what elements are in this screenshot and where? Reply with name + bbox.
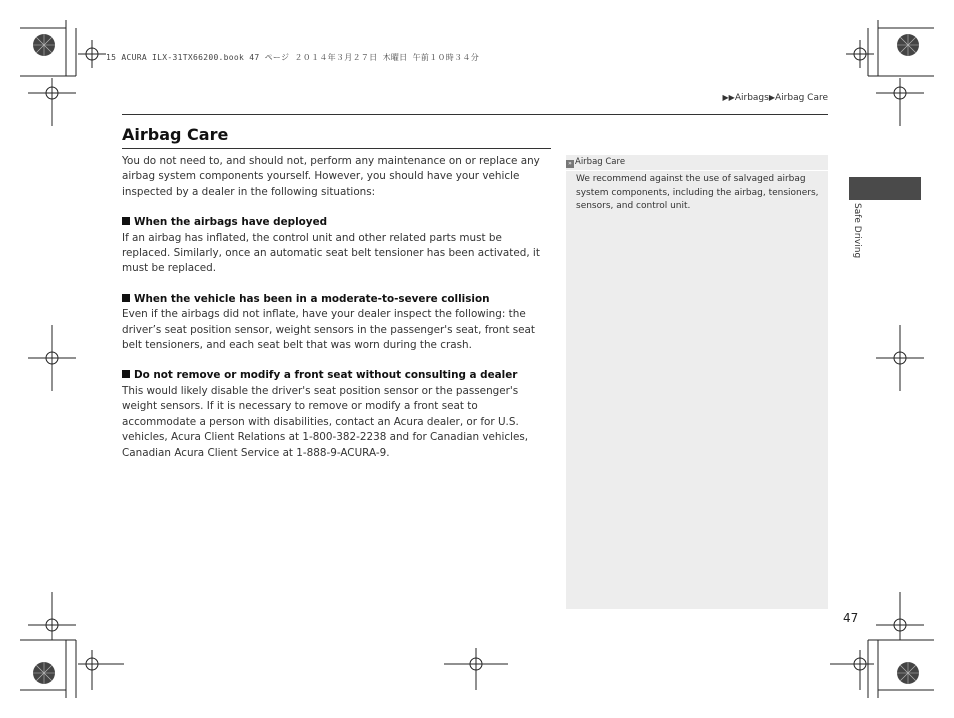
page-number: 47 xyxy=(843,611,859,625)
title-underline xyxy=(122,148,551,149)
section-label: Safe Driving xyxy=(852,203,862,259)
main-content xyxy=(122,154,552,461)
section-body: If an airbag has inflated, the control unit and other related parts must be replaced. Similarly, once an automatic seat belt tensioner has been activated, it must be replaced. xyxy=(122,231,540,275)
section-tab xyxy=(849,177,921,200)
sidebar-divider xyxy=(566,170,828,171)
breadcrumb-arrow-icon: ▶▶ xyxy=(722,93,735,102)
breadcrumb-arrow-icon: ▶ xyxy=(768,93,775,102)
breadcrumb-item[interactable]: Airbag Care xyxy=(775,93,828,103)
sidebar-note-title: » Airbag Care xyxy=(566,155,828,170)
section-body: This would likely disable the driver's seat position sensor or the passenger's weight sensors. If it is necessary to remove or modify a front seat to accommodate a person with disabilities, contact an Acura dealer, or for U.S. vehicles, Acura Client Relations at 1-800-382-2238 and for Canadian vehicles, Canadian Acura Client Service at 1-888-9-ACURA-9. xyxy=(122,384,529,459)
sidebar-note-box xyxy=(566,155,828,609)
section-heading: When the airbags have deployed xyxy=(122,215,552,230)
note-marker-icon: » xyxy=(566,160,574,168)
section-heading: Do not remove or modify a front seat without consulting a dealer xyxy=(122,368,552,383)
square-bullet-icon xyxy=(122,370,130,378)
square-bullet-icon xyxy=(122,217,130,225)
square-bullet-icon xyxy=(122,294,130,302)
section-body: Even if the airbags did not inflate, have your dealer inspect the following: the driver’s seat position sensor, weight sensors in the passenger's seat, front seat belt tensioners, and each seat belt that was worn during the crash. xyxy=(122,308,535,352)
section-heading: When the vehicle has been in a moderate-to-severe collision xyxy=(122,292,552,307)
print-header: 15 ACURA ILX-31TX66200.book 47 ページ ２０１４年３月２７日 木曜日 午前１０時３４分 xyxy=(106,53,479,62)
sidebar-note-text: We recommend against the use of salvaged airbag system components, including the airbag, tensioners, sensors, and control unit. xyxy=(576,174,819,211)
intro-paragraph: You do not need to, and should not, perform any maintenance on or replace any airbag system components yourself. However, you should have your vehicle inspected by a dealer in the following situations: xyxy=(122,155,540,198)
header-divider xyxy=(122,114,828,115)
breadcrumb-item[interactable]: Airbags xyxy=(734,93,769,103)
page-title: Airbag Care xyxy=(122,125,229,144)
breadcrumb xyxy=(723,93,828,103)
